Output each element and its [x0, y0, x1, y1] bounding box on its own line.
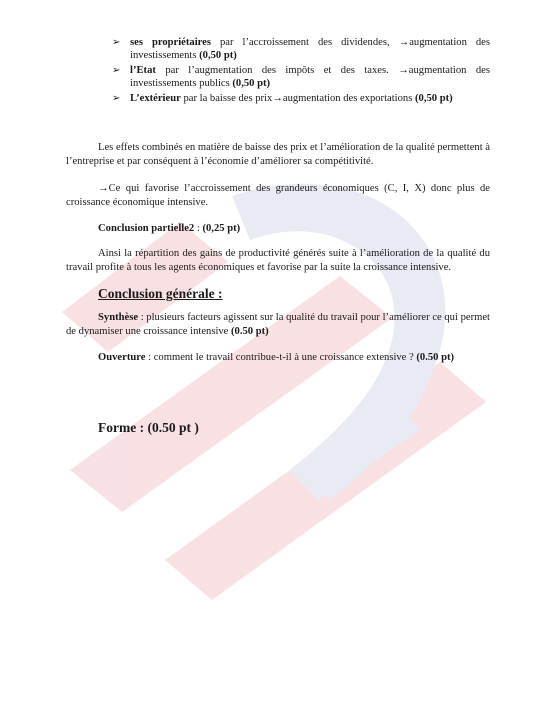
- paragraph-favorise: →Ce qui favorise l’accroissement des grandeurs économiques (C, I, X) donc plus de croissance économique intensive.: [66, 183, 490, 208]
- forme-heading: Forme : (0.50 pt ): [98, 420, 199, 435]
- paragraph-ainsi: Ainsi la répartition des gains de productivité générés suite à l’amélioration de la qualité du travail profite à tous les agents économiques et favorise par la suite la croissance intensive.: [66, 248, 490, 273]
- arrow-icon: →: [398, 65, 409, 76]
- bullet-marker-icon: ➢: [112, 93, 121, 104]
- bullet-text: l’Etat par l’augmentation des impôts et des taxes. →augmentation des investissements publics (0,50 pt): [130, 65, 490, 89]
- bullet-item-exterieur: [112, 92, 490, 105]
- bullet-text: ses propriétaires par l’accroissement des dividendes, →augmentation des investissements (0,50 pt): [130, 37, 490, 61]
- arrow-icon: →: [98, 183, 109, 194]
- arrow-icon: →: [398, 37, 410, 48]
- bullet-text: L’extérieur par la baisse des prix→augmentation des exportations (0,50 pt): [130, 93, 453, 104]
- bullet-item-etat: [112, 64, 490, 90]
- bullet-marker-icon: ➢: [112, 65, 121, 76]
- conclusion-generale-heading: Conclusion générale :: [98, 286, 223, 301]
- synthese-paragraph: Synthèse : plusieurs facteurs agissent sur la qualité du travail pour l’améliorer ce qui permet de dynamiser une croissance intensive (0.50 pt): [66, 312, 490, 337]
- bullet-item-proprietaires: [112, 36, 490, 62]
- arrow-icon: →: [272, 93, 283, 104]
- conclusion-partielle-heading: Conclusion partielle2 : (0,25 pt): [98, 223, 241, 234]
- ouverture-paragraph: Ouverture : comment le travail contribue-t-il à une croissance extensive ? (0.50 pt): [98, 352, 455, 363]
- bullet-marker-icon: ➢: [112, 37, 121, 48]
- paragraph-effets-combines: Les effets combinés en matière de baisse des prix et l’amélioration de la qualité permettent à l’entreprise et par conséquent à l’économie d’améliorer sa compétitivité.: [66, 142, 490, 167]
